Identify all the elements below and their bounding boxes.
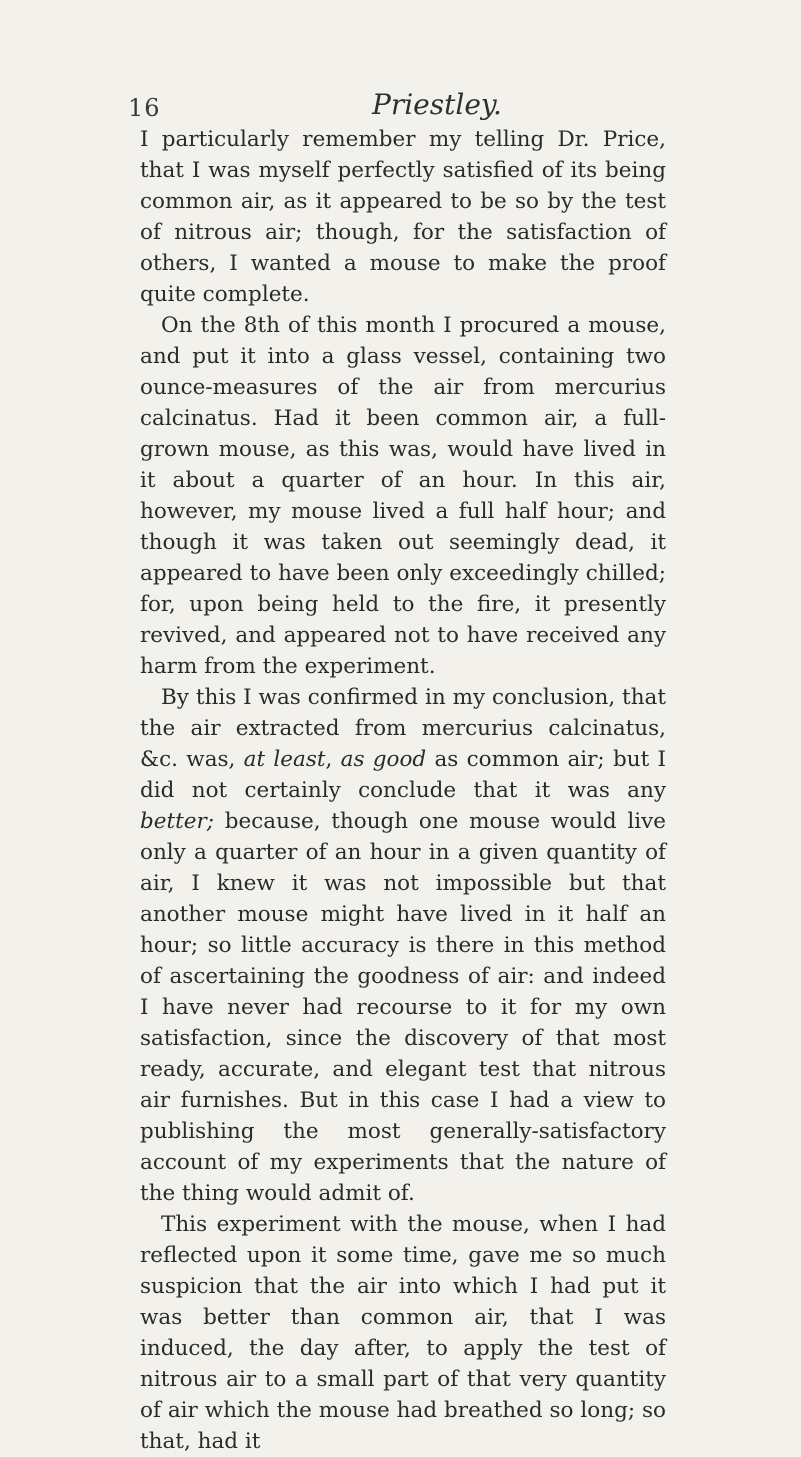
- body-text: [140, 124, 666, 1457]
- paragraph-3-text: ,: [325, 747, 341, 772]
- paragraph-4: [140, 1209, 666, 1457]
- paragraph-2: [140, 310, 666, 682]
- page-number: 16: [128, 94, 161, 122]
- paragraph-3: [140, 682, 666, 1209]
- running-head: Priestley.: [372, 88, 502, 121]
- paragraph-1: [140, 124, 666, 310]
- paragraph-3-text: because, though one mouse would live only a quarter of an hour in a given quantity of air, I knew it was not impossible but that another mouse might have lived in it half an hour; so little accuracy is there in this method of ascertaining the goodness of air: and indeed I have never had recourse to it for my own satisfaction, since the discovery of that most ready, accurate, and elegant test that nitrous air furnishes. But in this case I had a view to publishing the most generally-satisfactory account of my experiments that the nature of the thing would admit of.: [140, 809, 666, 1206]
- italic-better: better;: [140, 809, 215, 834]
- paragraph-4-text: This experiment with the mouse, when I had reflected upon it some time, gave me so much suspicion that the air into which I had put it was better than common air, that I was induced, the day after, to apply the test of nitrous air to a small part of that very quantity of air which the mouse had breathed so long; so that, had it: [140, 1212, 666, 1454]
- paragraph-1-text: I particularly remember my telling Dr. Price, that I was myself perfectly satisfied of its being common air, as it appeared to be so by the test of nitrous air; though, for the satisfaction of others, I wanted a mouse to make the proof quite complete.: [140, 127, 666, 307]
- italic-as-good: as good: [340, 747, 427, 772]
- italic-at-least: at least: [243, 747, 326, 772]
- paragraph-2-text: On the 8th of this month I procured a mouse, and put it into a glass vessel, containing two ounce-measures of the air from mercurius calcinatus. Had it been common air, a full-grown mouse, as this was, would have lived in it about a quarter of an hour. In this air, however, my mouse lived a full half hour; and though it was taken out seemingly dead, it appeared to have been only exceedingly chilled; for, upon being held to the fire, it presently revived, and appeared not to have received any harm from the experiment.: [140, 313, 666, 679]
- paragraph-3-text: By this I was confirmed in my conclusion, that the air extracted from mercurius calcinatus, &c. was,: [140, 685, 666, 772]
- paragraph-3-text: as common air; but I did not certainly conclude that it was any: [140, 747, 666, 803]
- page-header: [0, 88, 801, 128]
